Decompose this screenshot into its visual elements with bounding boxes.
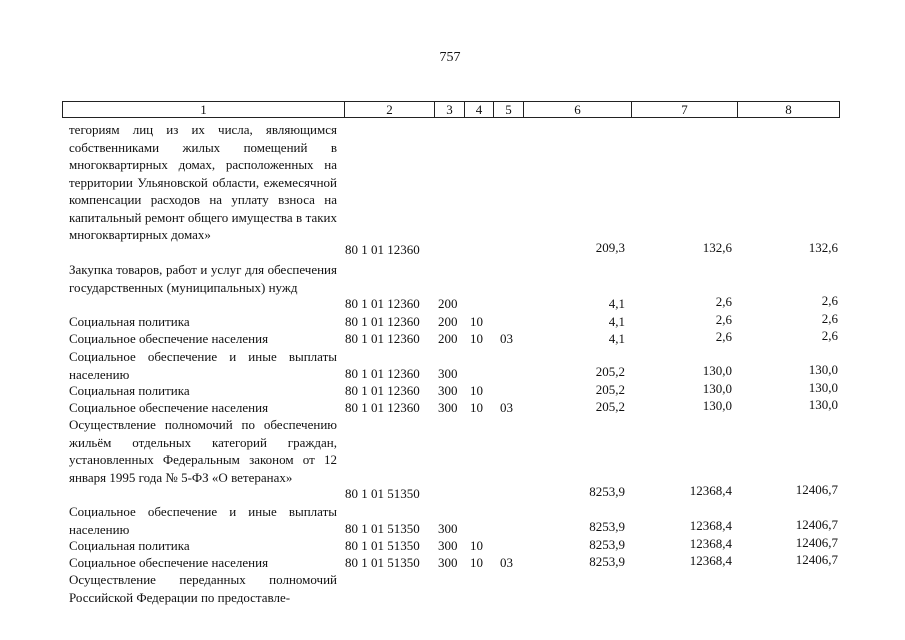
row-vr: 300 (438, 366, 458, 381)
row-csr: 80 1 01 51350 (345, 555, 420, 570)
row-rz: 10 (470, 331, 483, 346)
row-pr: 03 (500, 555, 513, 570)
row-value-year3: 130,0 (808, 397, 838, 412)
row-value-year3: 130,0 (808, 380, 838, 395)
row-description: Социальная политика (69, 383, 190, 398)
row-vr: 300 (438, 555, 458, 570)
row-value-year3: 12406,7 (795, 517, 838, 532)
row-description: тегориям лиц из их числа, являющимся собственниками жилых помещений в многоквартирных домах, расположенных на территории Ульяновской области, ежемесячной компенсации расходов на уплату взноса на капитальный ремонт общего имущества в таких многоквартирных домах» (69, 122, 337, 242)
row-value-year3: 132,6 (808, 240, 838, 255)
row-csr: 80 1 01 12360 (345, 400, 420, 415)
header-col-7: 7 (631, 102, 737, 117)
row-rz: 10 (470, 538, 483, 553)
row-vr: 300 (438, 400, 458, 415)
row-value-year2: 130,0 (702, 398, 732, 413)
row-description: Закупка товаров, работ и услуг для обеспечения государственных (муниципальных) нужд (69, 262, 337, 295)
row-value-year2: 2,6 (715, 312, 732, 327)
row-value-year1: 4,1 (608, 314, 625, 329)
row-pr: 03 (500, 400, 513, 415)
row-csr: 80 1 01 12360 (345, 242, 420, 257)
row-value-year3: 2,6 (821, 293, 838, 308)
row-description: Социальная политика (69, 538, 190, 553)
row-vr: 200 (438, 296, 458, 311)
row-value-year3: 12406,7 (795, 482, 838, 497)
row-csr: 80 1 01 51350 (345, 538, 420, 553)
row-value-year2: 130,0 (702, 363, 732, 378)
row-value-year3: 2,6 (821, 311, 838, 326)
row-value-year1: 209,3 (595, 240, 625, 255)
row-vr: 300 (438, 538, 458, 553)
row-csr: 80 1 01 51350 (345, 521, 420, 536)
row-rz: 10 (470, 555, 483, 570)
row-value-year1: 205,2 (595, 382, 625, 397)
row-value-year2: 132,6 (702, 240, 732, 255)
row-description: Социальное обеспечение населения (69, 555, 269, 570)
row-csr: 80 1 01 12360 (345, 314, 420, 329)
row-value-year2: 12368,4 (689, 483, 732, 498)
header-col-3: 3 (434, 102, 464, 117)
row-description: Социальное обеспечение населения (69, 400, 269, 415)
row-vr: 200 (438, 331, 458, 346)
row-description: Осуществление полномочий по обеспечению жильём отдельных категорий граждан, установленных Федеральным законом от 12 января 1995 года № 5-ФЗ «О ветеранах» (69, 417, 337, 485)
row-value-year2: 12368,4 (689, 518, 732, 533)
row-value-year1: 8253,9 (589, 484, 625, 499)
header-col-4: 4 (464, 102, 493, 117)
row-value-year1: 4,1 (608, 296, 625, 311)
header-col-8: 8 (737, 102, 839, 117)
row-value-year2: 12368,4 (689, 536, 732, 551)
row-description: Социальное обеспечение населения (69, 331, 269, 346)
row-value-year1: 8253,9 (589, 537, 625, 552)
header-col-2: 2 (344, 102, 434, 117)
row-vr: 300 (438, 521, 458, 536)
row-value-year2: 130,0 (702, 381, 732, 396)
row-csr: 80 1 01 12360 (345, 331, 420, 346)
row-vr: 300 (438, 383, 458, 398)
row-rz: 10 (470, 383, 483, 398)
row-value-year2: 2,6 (715, 294, 732, 309)
row-value-year3: 12406,7 (795, 535, 838, 550)
row-value-year2: 12368,4 (689, 553, 732, 568)
header-col-5: 5 (493, 102, 523, 117)
header-col-6: 6 (523, 102, 631, 117)
row-value-year1: 8253,9 (589, 519, 625, 534)
row-value-year1: 8253,9 (589, 554, 625, 569)
row-value-year3: 130,0 (808, 362, 838, 377)
row-value-year2: 2,6 (715, 329, 732, 344)
page-number: 757 (439, 50, 461, 65)
header-col-1: 1 (200, 102, 207, 117)
row-description: Социальное обеспечение и иные выплаты населению (69, 349, 337, 382)
row-value-year3: 12406,7 (795, 552, 838, 567)
row-description: Социальное обеспечение и иные выплаты населению (69, 504, 337, 537)
row-description: Социальная политика (69, 314, 190, 329)
row-pr: 03 (500, 331, 513, 346)
row-rz: 10 (470, 400, 483, 415)
row-description: Осуществление переданных полномочий Российской Федерации по предоставле- (69, 572, 337, 605)
row-value-year3: 2,6 (821, 328, 838, 343)
row-csr: 80 1 01 51350 (345, 486, 420, 501)
row-rz: 10 (470, 314, 483, 329)
row-value-year1: 205,2 (595, 399, 625, 414)
row-vr: 200 (438, 314, 458, 329)
row-value-year1: 205,2 (595, 364, 625, 379)
row-csr: 80 1 01 12360 (345, 366, 420, 381)
row-csr: 80 1 01 12360 (345, 383, 420, 398)
row-csr: 80 1 01 12360 (345, 296, 420, 311)
row-value-year1: 4,1 (608, 331, 625, 346)
